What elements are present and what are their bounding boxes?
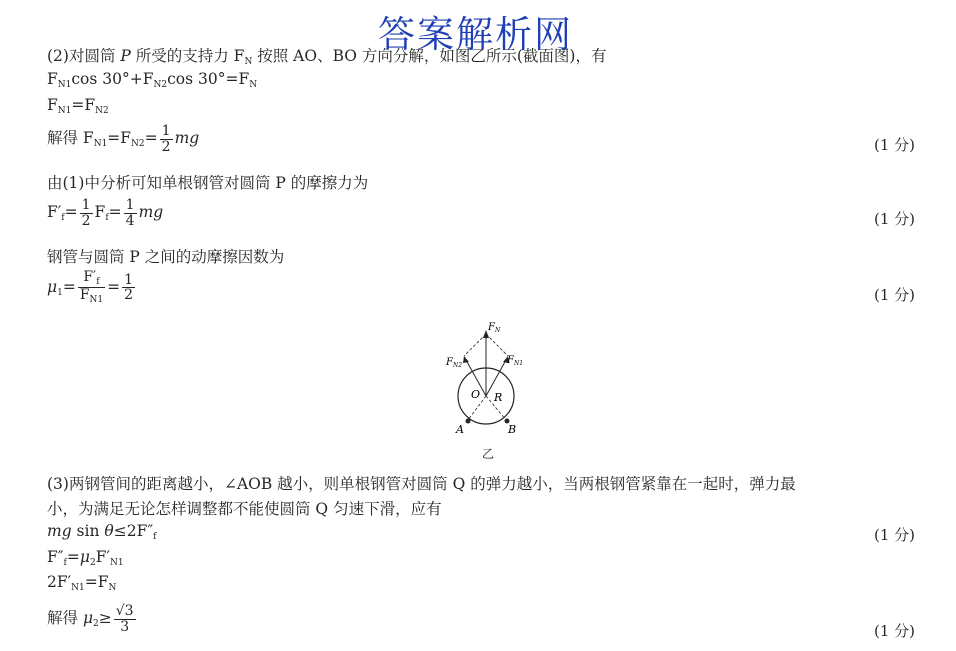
equation-solve-normal: 解得 $F_{N1}=F_{N2}=$ $\frac{1}{2}$ mg — [47, 123, 200, 155]
dashed-line — [464, 334, 486, 356]
text: (2)对圆筒 — [47, 47, 121, 65]
equation-friction2: $F''_f=\mu_2F'_{N1}$ — [47, 548, 124, 568]
score-label: (1 分) — [874, 210, 916, 228]
score-label: (1 分) — [874, 622, 916, 640]
point-a-dot — [466, 419, 471, 424]
friction-intro: 由(1)中分析可知单根钢管对圆筒 P 的摩擦力为 — [47, 174, 369, 192]
equation-normal2: $2F'_{N1}=F_N$ — [47, 573, 117, 593]
text: P — [120, 47, 131, 65]
equation-friction: $F'_f=$ $\frac{1}{2}$ $F_f=$ $\frac{1}{4}$ mg — [47, 197, 164, 229]
equation-inequality: mg $\sin \theta\le 2F''_f$ — [47, 522, 157, 542]
label-b: B — [508, 423, 517, 436]
equation-mu2: 解得 $\mu_2\ge$ $\frac{√3}{3}$ — [47, 603, 134, 635]
equation-equal-normal: $F_{N1}=F_{N2}$ — [47, 96, 109, 116]
label-fn: $F_N$ — [488, 322, 501, 334]
label-r: R — [494, 391, 503, 404]
score-label: (1 分) — [874, 136, 916, 154]
cross-section-diagram — [430, 316, 550, 466]
text: 所受的支持力 F — [130, 47, 245, 65]
part3-line2: 小，为满足无论怎样调整都不能使圆筒 Q 匀速下滑，应有 — [47, 500, 442, 518]
part3-line1: (3)两钢管间的距离越小，∠AOB 越小，则单根钢管对圆筒 Q 的弹力越小，当两根钢管紧靠在一起时，弹力最 — [47, 475, 796, 493]
dashed-line — [486, 334, 508, 356]
watermark-text: 答案解析网 — [378, 13, 573, 56]
equation-mu1: $\mu_1=$ $\frac{F'_f}{F_{N1}}$ = $\frac{1}{2}$ — [47, 269, 134, 306]
text: N — [244, 57, 253, 67]
label-fn1: $F_{N1}$ — [507, 355, 524, 367]
diagram-caption: 乙 — [482, 447, 495, 461]
score-label: (1 分) — [874, 526, 916, 544]
equation-force-balance: $F_{N1}\cos$ $30^\circ+F_{N2}\cos$ $30^\circ=F_N$ — [47, 70, 258, 90]
label-o: O — [471, 388, 481, 401]
text: 按照 AO、BO 方向分解，如图乙所示(截面图)，有 — [252, 47, 607, 65]
score-label: (1 分) — [874, 286, 916, 304]
label-fn2: $F_{N2}$ — [446, 357, 463, 369]
mu-intro: 钢管与圆筒 P 之间的动摩擦因数为 — [47, 248, 285, 266]
label-a: A — [456, 423, 464, 436]
arrowhead — [463, 356, 469, 363]
part2-intro — [47, 44, 606, 67]
